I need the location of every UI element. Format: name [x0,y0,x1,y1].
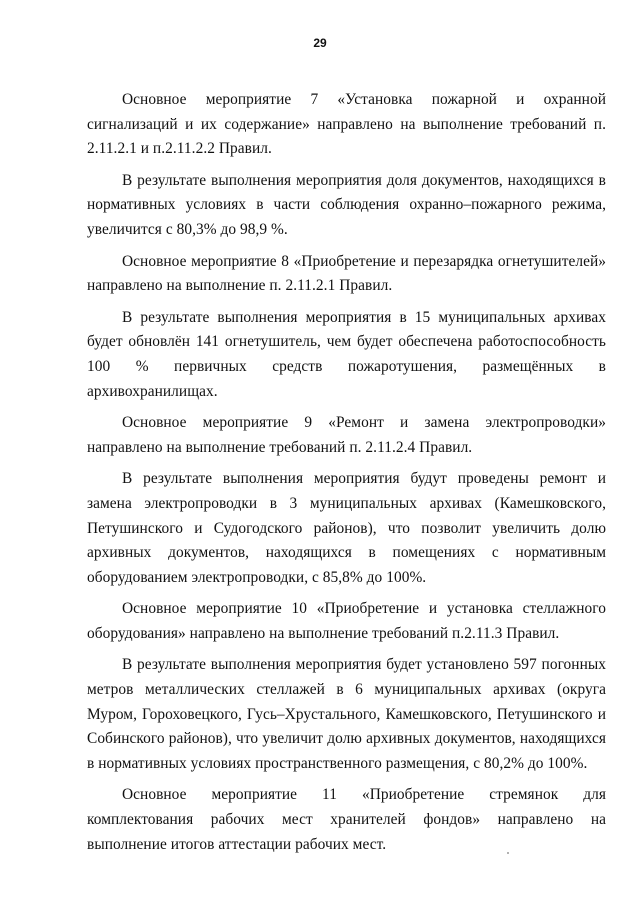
paragraph-measure-10-result: В результате выполнения мероприятия будет установлено 597 погонных метров металлических стеллажей в 6 муниципальных архивах (округа Муром, Гороховецкого, Гусь–Хрустального, Камешковского, Петушинского и Собинского районов), что увеличит долю архивных документов, находящихся в нормативных условиях пространственного размещения, с 80,2% до 100%. [87,656,606,772]
paragraph-measure-7: Основное мероприятие 7 «Установка пожарной и охранной сигнализаций и их содержание» направлено на выполнение требований п. 2.11.2.1 и п.2.11.2.2 Правил. [87,91,606,158]
paragraph-measure-10: Основное мероприятие 10 «Приобретение и установка стеллажного оборудования» направлено на выполнение требований п.2.11.3 Правил. [87,600,606,642]
paragraph-measure-7-result: В результате выполнения мероприятия доля документов, находящихся в нормативных условиях в части соблюдения охранно–пожарного режима, увеличится с 80,3% до 98,9 %. [87,171,606,238]
document-body [87,88,606,864]
paragraph-measure-11: Основное мероприятие 11 «Приобретение стремянок для комплектования рабочих мест хранителей фондов» направлено на выполнение итогов аттестации рабочих мест. [87,786,606,853]
paragraph-measure-9: Основное мероприятие 9 «Ремонт и замена электропроводки» направлено на выполнение требований п. 2.11.2.4 Правил. [87,414,606,456]
paragraph-measure-8: Основное мероприятие 8 «Приобретение и перезарядка огнетушителей» направлено на выполнение п. 2.11.2.1 Правил. [87,252,606,295]
page-number: 29 [313,36,327,50]
paragraph-measure-8-result: В результате выполнения мероприятия в 15 муниципальных архивах будет обновлён 141 огнетушитель, чем будет обеспечена работоспособность 100 % первичных средств пожаротушения, размещённых в архивохранилищах. [87,308,606,400]
paragraph-measure-9-result: В результате выполнения мероприятия будут проведены ремонт и замена электропроводки в 3 муниципальных архивах (Камешковского, Петушинского и Судогодского районов), что позволит увеличить долю архивных документов, находящихся в помещениях с нормативным оборудованием электропроводки, с 85,8% до 100%. [87,470,606,586]
scan-speck [507,852,509,854]
